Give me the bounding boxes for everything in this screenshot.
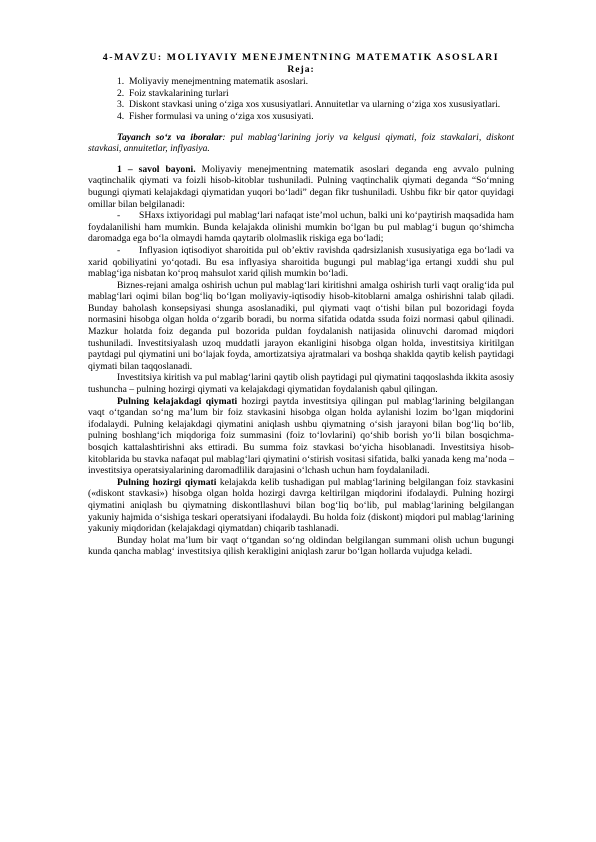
plan-item [88, 99, 514, 111]
keywords-paragraph [88, 132, 514, 155]
plan-item [88, 88, 514, 100]
plan-item [88, 111, 514, 123]
plan-heading: Reja: [287, 63, 315, 75]
keywords-text: : pul mablag‘larining joriy va kelgusi qiymati, foiz stavkalari, diskont stavkasi, annuitetlar, inflyasiya. [88, 131, 514, 155]
dash-item-text: Inflyasion iqtisodiyot sharoitida pul ob’ektiv ravishda qadrsizlanish xususiyatiga ega bo‘ladi va xarid qobiliyatini yo‘qotadi. Bu esa inflyasiya sharoitida bugungi pul mablag‘iga ertangi xuddi shu pul mablag‘iga nisbatan ko‘proq mahsulot xarid qilish mumkin bo‘ladi. [88, 244, 514, 280]
plan-item-text: Fisher formulasi va uning o‘ziga xos xususiyati. [129, 110, 314, 122]
keywords-label: Tayanch so‘z va iboralar [117, 131, 223, 143]
plan-item-number: 3. [117, 99, 125, 111]
plan-item-number: 4. [117, 110, 125, 122]
body-paragraph: Biznes-rejani amalga oshirish uchun pul mablag‘lari kiritishni amalga oshirish turli vaqt oralig‘ida pul mablag‘lari oqimi bilan bog‘liq bo‘lgan moliyaviy-iqtisodiy hisob-kitoblarni amalga oshirishni talab qiladi. Bunday baholash konsepsiyasi shunga asoslanadiki, pul qiymati vaqt o‘tishi bilan pul bozoridagi foyda normasini hisobga olgan holda o‘zgarib boradi, bu norma sifatida odatda ssuda foizi normasi qabul qilinadi. Mazkur holatda foiz deganda pul bozorida puldan foydalanish natijasida olinuvchi daromad miqdori tushuniladi. Investitsiyalash uzoq muddatli jarayon ekanligini hisobga olgan holda, investitsiya kiritilgan paytdagi pul qiymatini uni bo‘lajak foyda, amortizatsiya ajratmalari va boshqa shaklda qaytib kelish paytidagi qiymati bilan taqqoslanadi. [88, 279, 514, 372]
dash-marker: - [117, 210, 121, 222]
plan-item-text: Moliyaviy menejmentning matematik asoslari. [129, 76, 309, 88]
dash-item-text: SHaxs ixtiyoridagi pul mablag‘lari nafaqat iste’mol uchun, balki uni ko‘paytirish maqsadida ham foydalanilishi ham mumkin. Bunda kelajakda olinishi mumkin bo‘lgan bu pul mablag‘i bugun qo‘shimcha daromadga ega bo‘la olmaydi hamda qaytarib ololmaslik riskiga ega bo‘ladi; [88, 210, 514, 245]
document-page [88, 52, 514, 558]
plan-item-number: 2. [117, 87, 125, 99]
dash-item [88, 245, 514, 280]
body-paragraph: Investitsiya kiritish va pul mablag‘larini qaytib olish paytidagi pul qiymatini taqqoslashda ikkita asosiy tushuncha – pulning hozirgi qiymati va kelajakdagi qiymatidan foydalanish qabul qilingan. [88, 372, 514, 396]
plan-item-text: Foiz stavkalarining turlari [129, 87, 229, 99]
future-value-text: hozirgi paytda investitsiya qilingan pul mablag‘larining belgilangan vaqt o‘tgandan so‘ng ma’lum bir foiz stavkasini hisobga olgan holda aylanishi lozim bo‘lgan miqdorini ifodalaydi. Pulning kelajakdagi qiymatini aniqlash ushbu qiymatning o‘sish jarayoni bilan bog‘liq bo‘lib, pulning boshlang‘ich miqdoriga foiz summasini (foiz to‘lovlarini) qo‘shib borish yo‘li bilan bosqichma-bosqich kattalashtirishni aks ettiradi. Bu summa foiz stavkasi bo‘yicha hisoblanadi. Investitsiya hisob-kitoblarida bu stavka nafaqat pul mablag‘lari qiymatini o‘stirish vositasi sifatida, balki yanada keng ma’noda – investitsiya operatsiyalarining daromadlilik darajasini o‘lchash uchun ham foydalaniladi. [88, 395, 514, 477]
page-title: 4-MAVZU: MOLIYAVIY MENEJMENTNING MATEMATIK ASOSLARI [102, 52, 500, 63]
plan-item-text: Diskont stavkasi uning o‘ziga xos xususiyatlari. Annuitetlar va ularning o‘ziga xos xususiyatlari. [129, 99, 501, 111]
dash-item [88, 210, 514, 245]
question-1-paragraph [88, 164, 514, 210]
future-value-term: Pulning kelajakdagi qiymati [117, 395, 238, 407]
question-1-label: 1 – savol bayoni. [117, 163, 196, 175]
present-value-term: Pulning hozirgi qiymati [117, 476, 217, 488]
plan-item-number: 1. [117, 76, 125, 88]
future-value-paragraph [88, 396, 514, 477]
question-1-text: Moliyaviy menejmentning matematik asoslari deganda eng avvalo pulning vaqtinchalik qiymati va foizli hisob-kitoblar tushuniladi. Pulning vaqtinchalik qiymati deganda “So‘mning bugungi qiymati kelajakdagi qiymatidan yuqori bo‘ladi” degan fikr tushuniladi. Ushbu fikr bir qator quyidagi omillar bilan belgilanadi: [88, 163, 514, 210]
body-paragraph: Bunday holat ma’lum bir vaqt o‘tgandan so‘ng oldindan belgilangan summani olish uchun bugungi kunda qancha mablag‘ investitsiya qilish kerakligini aniqlash zarur bo‘lgan hollarda vujudga keladi. [88, 534, 514, 558]
dash-marker: - [117, 244, 121, 256]
plan-item [88, 76, 514, 88]
present-value-text: kelajakda kelib tushadigan pul mablag‘larining belgilangan foiz stavkasini («diskont stavkasi») hisobga olgan holda hozirgi davrga keltirilgan miqdorini ifodalaydi. Pulning hozirgi qiymatini aniqlash bu qiymatning diskontllashuvi bilan bog‘liq bo‘lib, pul mablag‘larining belgilangan yakuniy hajmida o‘sishiga teskari operatsiyani ifodalaydi. Bu holda foiz (diskont) miqdori pul mablag‘larining yakuniy miqdoridan (kelajakdagi qiymatdan) chiqarib tashlanadi. [88, 476, 514, 535]
present-value-paragraph [88, 477, 514, 535]
